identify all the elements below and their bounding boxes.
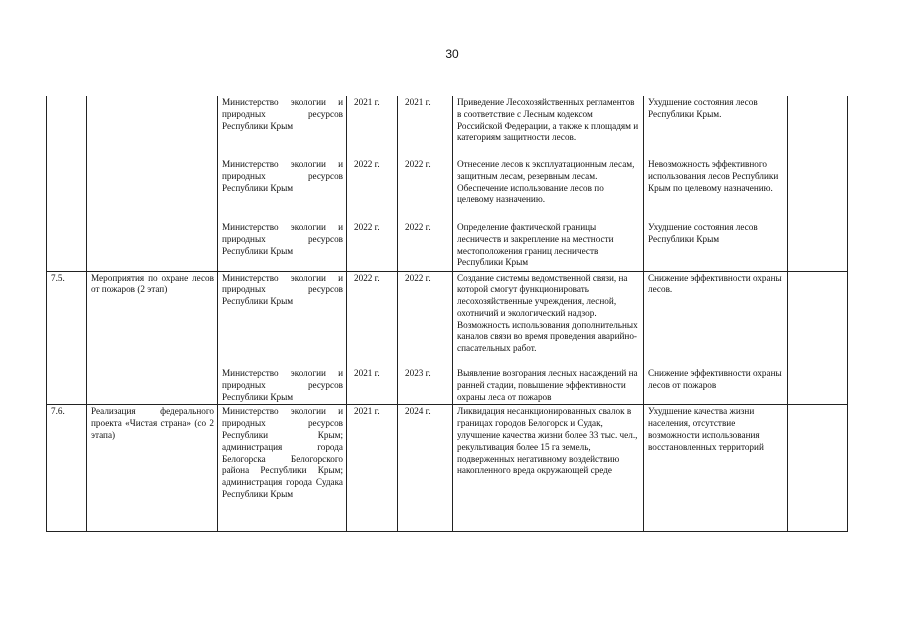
consequence: Снижение эффективности охраны лесов. <box>644 271 788 367</box>
row-number <box>47 221 87 271</box>
empty-cell <box>788 96 848 158</box>
end-year: 2022 г. <box>398 158 453 221</box>
table-row <box>47 158 848 221</box>
expected-result: Ликвидация несанкционированных свалок в границах городов Белогорск и Судак, улучшение качества жизни более 33 тыс. чел., рекультивация более 15 га земель, подверженных негативному воздействию накопленного вреда окружающей среде <box>453 405 644 532</box>
measure-name <box>87 367 218 405</box>
executor-cell: Министерство экологии и природных ресурсов Республики Крым; администрация города Белогорска Белогорского района Республики Крым; администрация города Судака Республики Крым <box>218 405 347 532</box>
end-year: 2022 г. <box>398 221 453 271</box>
consequence: Невозможность эффективного использования лесов Республики Крым по целевому назначению. <box>644 158 788 221</box>
empty-cell <box>788 405 848 532</box>
end-year: 2022 г. <box>398 271 453 367</box>
executor-cell: Министерство экологии и природных ресурсов Республики Крым <box>218 96 347 158</box>
measure-name: Реализация федерального проекта «Чистая страна» (со 2 этапа) <box>87 405 218 532</box>
expected-result: Выявление возгорания лесных насаждений на ранней стадии, повышение эффективности охраны леса от пожаров <box>453 367 644 405</box>
start-year: 2021 г. <box>347 405 398 532</box>
start-year: 2022 г. <box>347 158 398 221</box>
empty-cell <box>788 158 848 221</box>
executor-cell: Министерство экологии и природных ресурсов Республики Крым <box>218 221 347 271</box>
start-year: 2022 г. <box>347 221 398 271</box>
consequence: Ухудшение качества жизни населения, отсутствие возможности использования восстановленных территорий <box>644 405 788 532</box>
start-year: 2022 г. <box>347 271 398 367</box>
expected-result: Отнесение лесов к эксплуатационным лесам, защитным лесам, резервным лесам. Обеспечение использование лесов по целевому назначению. <box>453 158 644 221</box>
expected-result: Создание системы ведомственной связи, на которой смогут функционировать лесохозяйственные учреждения, лесной, охотничий и экологический надзор. Возможность использования дополнительных каналов связи во время проведения аварийно-спасательных работ. <box>453 271 644 367</box>
executor-cell: Министерство экологии и природных ресурсов Республики Крым <box>218 367 347 405</box>
empty-cell <box>788 367 848 405</box>
measure-name: Мероприятия по охране лесов от пожаров (2 этап) <box>87 271 218 367</box>
expected-result: Приведение Лесохозяйственных регламентов в соответствие с Лесным кодексом Российской Федерации, а также к площадям и категориям защитности лесов. <box>453 96 644 158</box>
table-row <box>47 221 848 271</box>
consequence: Снижение эффективности охраны лесов от пожаров <box>644 367 788 405</box>
end-year: 2024 г. <box>398 405 453 532</box>
row-number <box>47 367 87 405</box>
empty-cell <box>788 271 848 367</box>
measure-name <box>87 221 218 271</box>
consequence: Ухудшение состояния лесов Республики Крым <box>644 221 788 271</box>
consequence: Ухудшение состояния лесов Республики Крым. <box>644 96 788 158</box>
table-row <box>47 271 848 367</box>
page-number: 30 <box>445 47 459 61</box>
row-number <box>47 158 87 221</box>
empty-cell <box>788 221 848 271</box>
executor-cell: Министерство экологии и природных ресурсов Республики Крым <box>218 271 347 367</box>
measure-name <box>87 158 218 221</box>
row-number: 7.5. <box>47 271 87 367</box>
end-year: 2021 г. <box>398 96 453 158</box>
start-year: 2021 г. <box>347 96 398 158</box>
table-row <box>47 96 848 158</box>
table-row <box>47 405 848 532</box>
executor-cell: Министерство экологии и природных ресурсов Республики Крым <box>218 158 347 221</box>
measure-name <box>87 96 218 158</box>
start-year: 2021 г. <box>347 367 398 405</box>
table-row <box>47 367 848 405</box>
expected-result: Определение фактической границы лесничеств и закрепление на местности местоположения границ лесничеств Республики Крым <box>453 221 644 271</box>
end-year: 2023 г. <box>398 367 453 405</box>
row-number <box>47 96 87 158</box>
measures-table <box>46 96 848 532</box>
row-number: 7.6. <box>47 405 87 532</box>
